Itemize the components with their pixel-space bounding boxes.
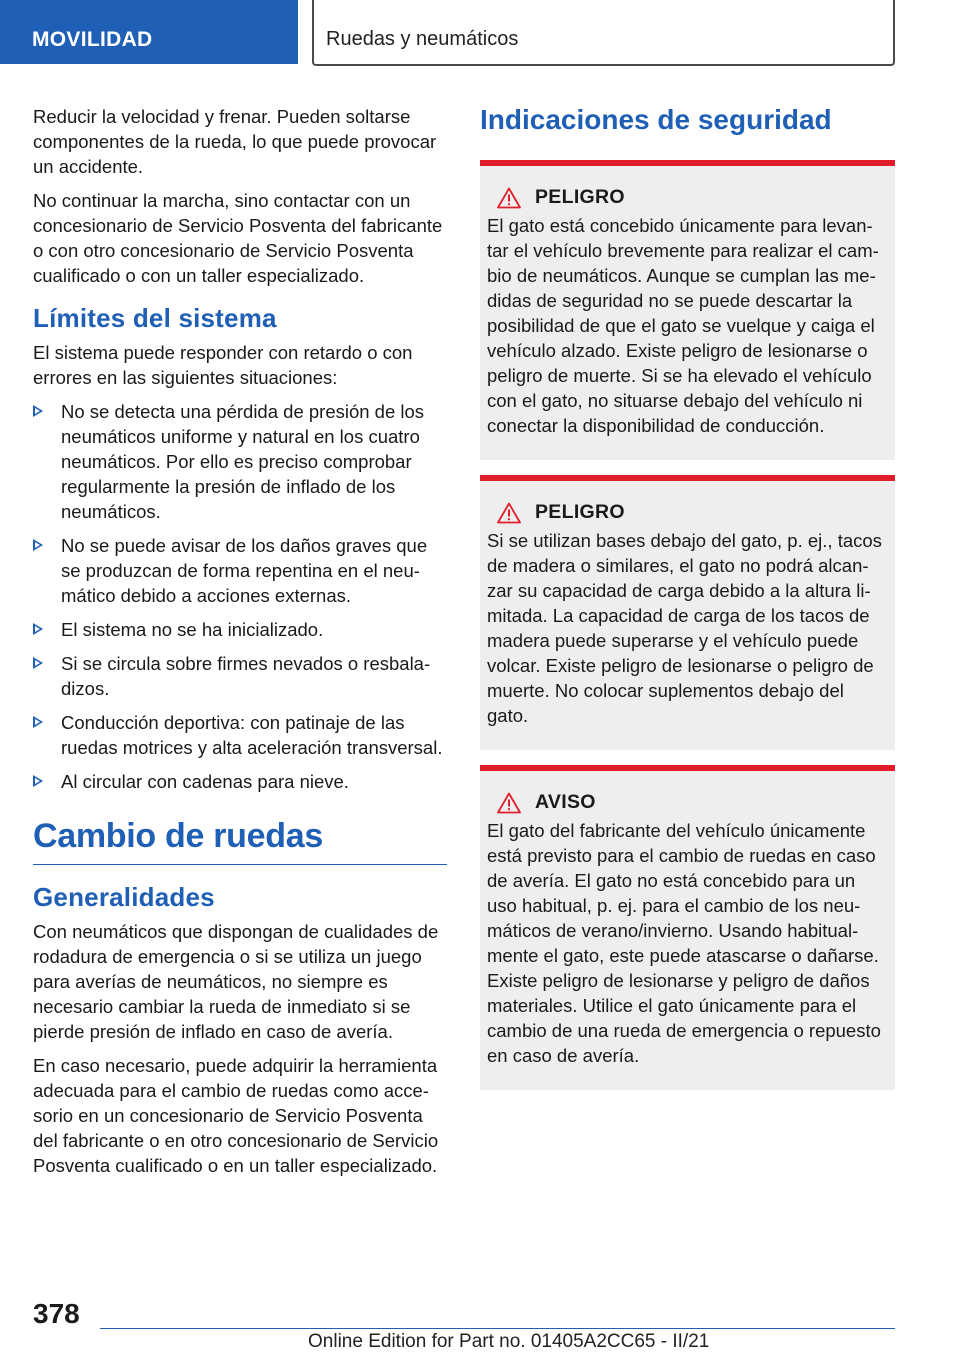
warning-header	[487, 186, 887, 209]
warning-header	[487, 501, 887, 524]
warning-text: Si se utilizan bases debajo del gato, p. ej., tacos de madera o similares, el gato no podrá alcanzar su capacidad de carga debido a la altura limitada. La capacidad de carga de los tacos de madera puede superarse y el vehículo puede volcar. Existe peligro de lesionarse o peligro de muerte. No colocar suplementos debajo del gato.	[487, 530, 882, 726]
warning-triangle-icon	[497, 502, 521, 524]
list-item: No se detecta una pérdida de presión de los neumáticos uniforme y natural en los cuatro neumáticos. Por ello es preciso comprobar regularmente la presión de inflado de los neumáticos.	[33, 399, 447, 524]
list-item: Conducción deportiva: con patinaje de las ruedas motrices y alta aceleración transversal.	[33, 710, 447, 760]
list-item: Al circular con cadenas para nieve.	[33, 769, 447, 794]
heading-wheel-change: Cambio de ruedas	[33, 814, 447, 865]
warning-box-danger-2	[480, 475, 895, 750]
heading-safety-notes: Indicaciones de seguridad	[480, 104, 832, 135]
warning-text: El gato está concebido únicamente para levantar el vehículo brevemente para realizar el cambio de neumáticos. Aunque se cumplan las medidas de seguridad no se puede descartar la posibilidad de que el gato se vuelque y caiga el vehículo alzado. Existe peligro de lesionarse o peligro de muerte. Si se ha elevado el vehículo con el gato, no situarse debajo del vehículo ni conectar la disponibilidad de conducción.	[487, 215, 879, 436]
right-column	[480, 102, 895, 1105]
warning-label: PELIGRO	[535, 501, 625, 523]
heading-general: Generalidades	[33, 882, 215, 912]
triangle-bullet-icon	[33, 623, 43, 635]
footer-divider	[100, 1328, 895, 1329]
list-item: Si se circula sobre firmes nevados o resbaladizos.	[33, 651, 447, 701]
warning-header	[487, 791, 887, 814]
page-number: 378	[33, 1298, 80, 1329]
left-column	[33, 104, 447, 1187]
warning-label: PELIGRO	[535, 186, 625, 208]
list-item: El sistema no se ha inicializado.	[33, 617, 447, 642]
triangle-bullet-icon	[33, 716, 43, 728]
triangle-bullet-icon	[33, 539, 43, 551]
warning-triangle-icon	[497, 792, 521, 814]
paragraph-general-1: Con neumáticos que dispongan de cualidades de rodadura de emergencia o si se utiliza un juego para averías de neumáticos, no siempre es necesario cambiar la rueda de inmediato si se pierde presión de inflado en caso de avería.	[33, 921, 439, 1042]
warning-box-danger-1	[480, 160, 895, 460]
warning-triangle-icon	[497, 187, 521, 209]
paragraph-limits-intro: El sistema puede responder con retardo o con errores en las siguientes situaciones:	[33, 342, 413, 388]
paragraph-general-2: En caso necesario, puede adquirir la herramienta adecuada para el cambio de ruedas como accesorio en un concesionario de Servicio Posventa del fabricante o en otro concesionario de Servicio Posventa cualificado o en un taller especializado.	[33, 1055, 439, 1176]
section-tab: MOVILIDAD	[0, 0, 298, 64]
limits-list	[33, 399, 447, 794]
chapter-title: Ruedas y neumáticos	[312, 0, 895, 66]
triangle-bullet-icon	[33, 657, 43, 669]
paragraph-contact-dealer: No continuar la marcha, sino contactar con un concesionario de Servicio Posventa del fabricante o con otro concesionario de Servicio Posventa cualificado o con un taller especializado.	[33, 190, 443, 286]
triangle-bullet-icon	[33, 775, 43, 787]
warning-label: AVISO	[535, 791, 596, 813]
triangle-bullet-icon	[33, 405, 43, 417]
list-item: No se puede avisar de los daños graves que se produzcan de forma repentina en el neumático debido a acciones externas.	[33, 533, 447, 608]
footer-edition: Online Edition for Part no. 01405A2CC65 - II/21	[308, 1331, 710, 1352]
heading-system-limits: Límites del sistema	[33, 303, 277, 333]
warning-box-notice	[480, 765, 895, 1090]
warning-text: El gato del fabricante del vehículo únicamente está previsto para el cambio de ruedas en caso de avería. El gato no está concebido para un uso habitual, p. ej. para el cambio de los neumáticos de verano/invierno. Usando habitualmente el gato, este puede atascarse o dañarse. Existe peligro de lesionarse y peligro de daños materiales. Utilice el gato únicamente para el cambio de una rueda de emergencia o repuesto en caso de avería.	[487, 820, 881, 1066]
paragraph-reduce-speed: Reducir la velocidad y frenar. Pueden soltarse componentes de la rueda, lo que puede provocar un accidente.	[33, 106, 437, 177]
